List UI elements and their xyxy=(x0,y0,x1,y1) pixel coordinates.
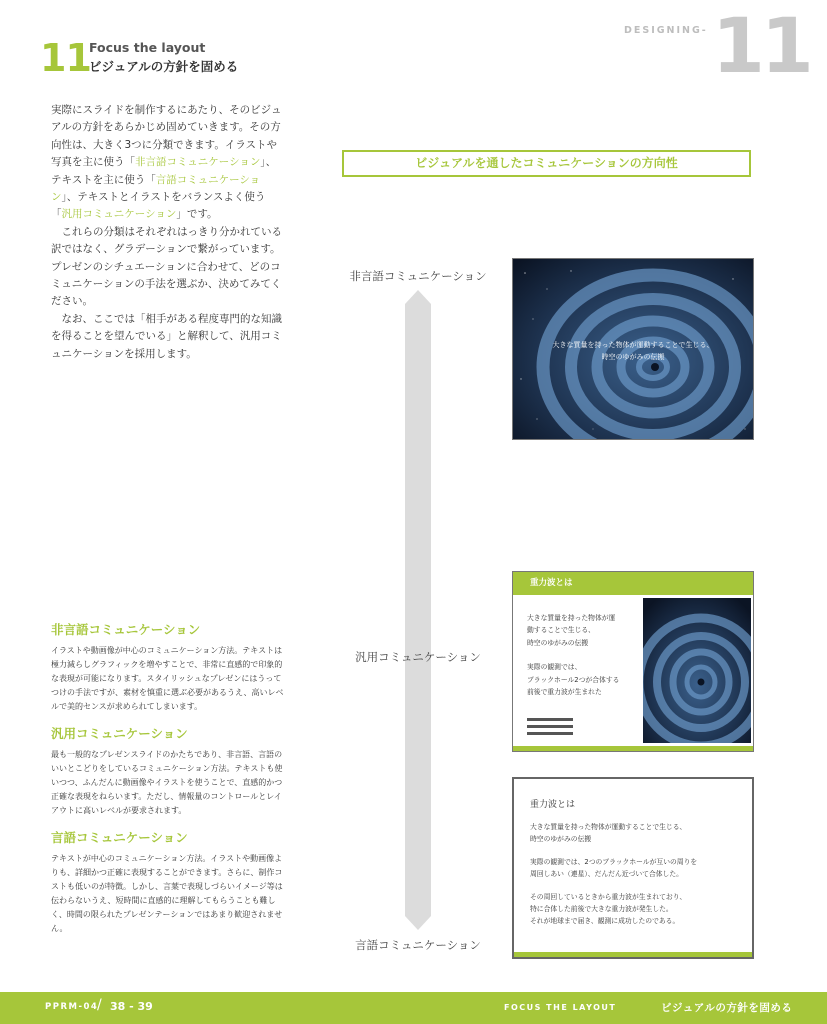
highlight-verbal: 言語コミュニケーション xyxy=(51,173,261,204)
definition-title: 汎用コミュニケーション xyxy=(51,726,188,741)
definition-nonverbal xyxy=(51,620,286,714)
slide-caption: 大きな質量を持った物体が運動することで生じる、 時空のゆがみの伝搬 xyxy=(552,341,714,361)
chapter-number: 11 xyxy=(40,36,91,80)
slide-body-text: 大きな質量を持った物体が運 動することで生じる、 時空のゆがみの伝搬 実際の観測では、 ブラックホール2つが合体する 前後で重力波が生まれた xyxy=(527,614,620,697)
definition-general xyxy=(51,724,286,818)
highlight-nonverbal: 非言語コミュニケーション xyxy=(135,156,261,169)
intro-text xyxy=(51,102,283,363)
footer-code: PPRM-04 xyxy=(45,1002,99,1012)
slide-nonverbal xyxy=(512,258,754,440)
intro-paragraph-1: 実際にスライドを制作するにあたり、そのビジュアルの方針をあらかじめ固めていきます。その方向性は、大きく3つに分類できます。イラストや写真を主に使う「非言語コミュニケーション」、テキストを主に使う「言語コミュニケーション」、テキストとイラストをバランスよく使う「汎用コミュニケーション」です。 xyxy=(51,104,282,221)
chapter-title-en: Focus the layout xyxy=(89,40,206,55)
decor-bar xyxy=(527,725,573,728)
diagram-title: ビジュアルを通したコミュニケーションの方向性 xyxy=(342,150,751,177)
definition-body: 最も一般的なプレゼンスライドのかたちであり、非言語、言語のいいとこどりをしているコミュニケーション方法。テキストも使いつつ、ふんだんに動画像やイラストを使うことで、直感的かつ正確な表現をねらいます。ただし、情報量のコントロールとレイアウトに高いレベルが要求されます。 xyxy=(51,750,283,815)
spiral-image xyxy=(643,598,751,743)
footer-slash: / xyxy=(97,997,102,1013)
slide-body-text: 大きな質量を持った物体が運動することで生じる、 時空のゆがみの伝搬 実際の観測では、2つのブラックホールが互いの周りを 周回しあい（連星）、だんだん近づいて合体した。 その周回しているときから重力波が生まれており、 特に合体した前後で大きな重力波が発生した。 それが地球まで届き、観測に成功したのである。 xyxy=(530,823,698,926)
slide-verbal xyxy=(512,777,754,959)
axis-label-verbal: 言語コミュニケーション xyxy=(355,938,481,952)
chapter-title-jp: ビジュアルの方針を固める xyxy=(89,59,239,74)
page-footer xyxy=(0,992,827,1024)
decor-bar xyxy=(527,732,573,735)
footer-section: FOCUS THE LAYOUT xyxy=(504,1003,617,1012)
intro-paragraph-3: なお、ここでは「相手がある程度専門的な知識を得ることを望んでいる」と解釈して、汎用コミュニケーションを採用します。 xyxy=(51,312,282,360)
page-numbers: 38 - 39 xyxy=(110,1000,153,1013)
slide-heading: 重力波とは xyxy=(530,800,576,810)
definition-title: 言語コミュニケーション xyxy=(51,830,188,845)
footer-title: ビジュアルの方針を固める xyxy=(661,1002,793,1014)
slide-accent-bar xyxy=(514,952,752,957)
definition-title: 非言語コミュニケーション xyxy=(51,622,201,637)
intro-paragraph-2: これらの分類はそれぞれはっきり分かれている訳ではなく、グラデーションで繋がっています。プレゼンのシチュエーションに合わせて、どのコミュニケーションの手法を選ぶか、決めてみてください。 xyxy=(51,225,282,308)
section-label: DESIGNING- xyxy=(624,25,708,36)
slide-general xyxy=(512,571,754,752)
decor-bar xyxy=(527,718,573,721)
axis-label-general: 汎用コミュニケーション xyxy=(355,650,481,664)
definition-body: テキストが中心のコミュニケーション方法。イラストや動画像よりも、詳細かつ正確に表現することができます。さらに、制作コストも低いのが特徴。しかし、言葉で表現しづらいイメージ等は伝わらないうえ、短時間に直感的に理解してもらうことも難しく、時間の限られたプレゼンテーションではあまり歓迎されません。 xyxy=(51,854,283,933)
double-arrow-icon xyxy=(404,290,432,930)
big-chapter-number: 11 xyxy=(712,1,810,90)
axis-label-nonverbal: 非言語コミュニケーション xyxy=(349,269,487,283)
slide-heading: 重力波とは xyxy=(513,572,753,595)
definition-verbal xyxy=(51,828,286,936)
definition-body: イラストや動画像が中心のコミュニケーション方法。テキストは極力減らしグラフィックを増やすことで、非常に直感的で印象的な表現が可能になります。スタイリッシュなプレゼンにはうってつけの手法ですが、素材を慎重に選ぶ必要があるうえ、高いレベルで美的センスが求められてしまいます。 xyxy=(51,646,284,711)
highlight-general: 汎用コミュニケーション xyxy=(61,208,177,221)
slide-accent-bar xyxy=(513,746,753,751)
